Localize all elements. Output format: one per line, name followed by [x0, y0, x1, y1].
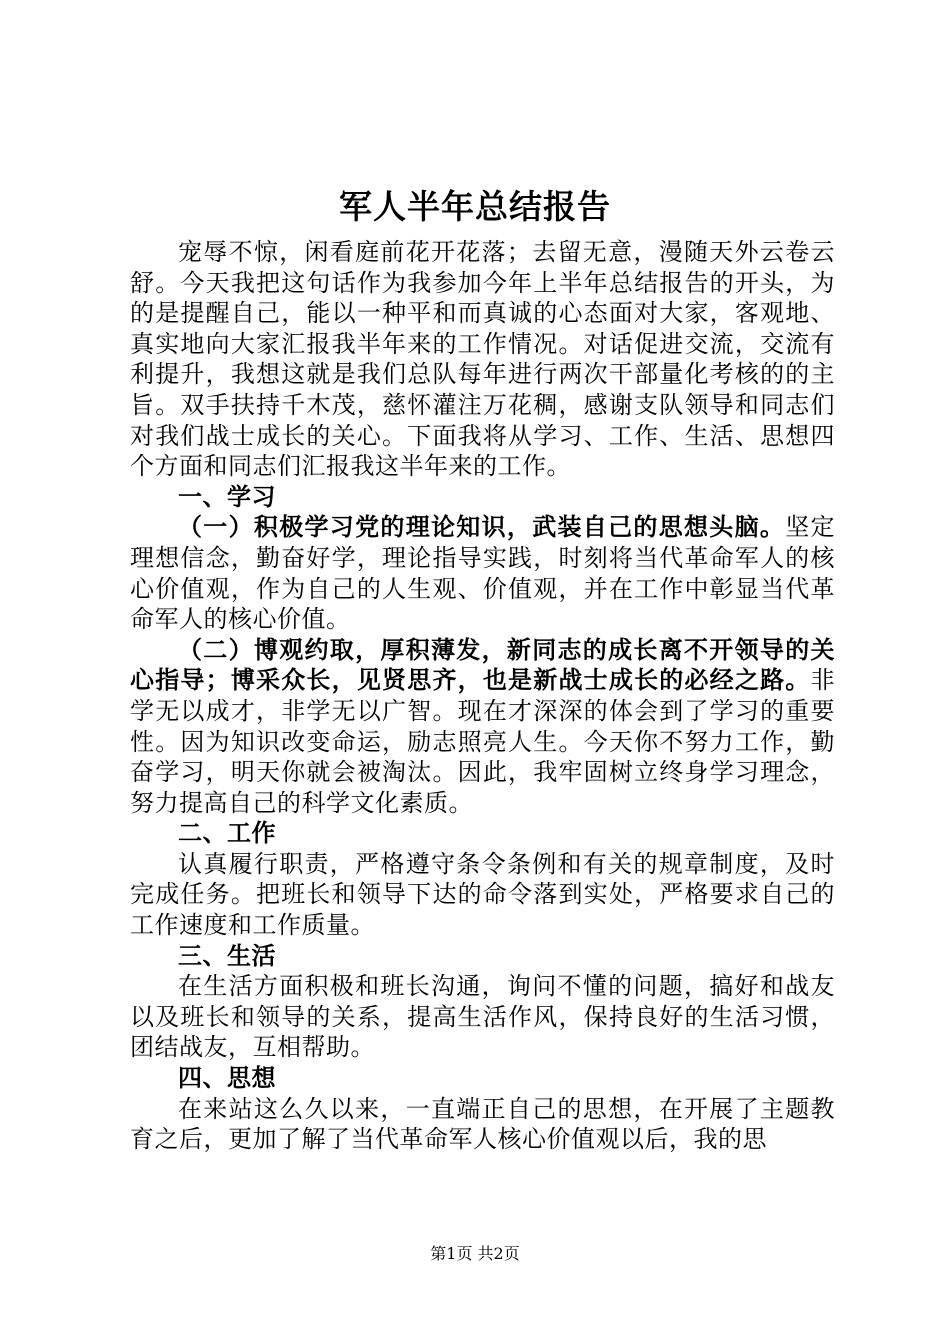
- thought-paragraph: 在来站这么久以来，一直端正自己的思想，在开展了主题教育之后，更加了解了当代革命军人核心价值观以后，我的思: [130, 1094, 835, 1154]
- work-paragraph: 认真履行职责，严格遵守条令条例和有关的规章制度，及时完成任务。把班长和领导下达的命令落到实处，严格要求自己的工作速度和工作质量。: [130, 849, 835, 940]
- intro-paragraph: 宠辱不惊，闲看庭前花开花落；去留无意，漫随天外云卷云舒。今天我把这句话作为我参加今年上半年总结报告的开头，为的是提醒自己，能以一种平和而真诚的心态面对大家，客观地、真实地向大家汇报我半年来的工作情况。对话促进交流，交流有利提升，我想这就是我们总队每年进行两次干部量化考核的的主旨。双手扶持千木茂，慈怀灌注万花稠，感谢支队领导和同志们对我们战士成长的关心。下面我将从学习、工作、生活、思想四个方面和同志们汇报我这半年来的工作。: [130, 238, 835, 481]
- study-paragraph-2-body: 非学无以成才，非学无以广智。现在才深深的体会到了学习的重要性。因为知识改变命运，励志照亮人生。今天你不努力工作，勤奋学习，明天你就会被淘汰。因此，我牢固树立终身学习理念，努力提高自己的科学文化素质。: [130, 666, 835, 817]
- page-number-footer: 第1页 共2页: [430, 1244, 520, 1263]
- study-paragraph-2: [130, 635, 835, 819]
- section-heading-work: 二、工作: [178, 819, 276, 848]
- study-paragraph-2-lead: （二）博观约取，厚积薄发，新同志的成长离不开领导的关心指导；博采众长，见贤思齐，也是新战士成长的必经之路。: [130, 635, 835, 695]
- document-title: 军人半年总结报告: [339, 187, 611, 226]
- section-heading-thought: 四、思想: [178, 1064, 276, 1093]
- study-paragraph-1-lead: （一）积极学习党的理论知识，武装自己的思想头脑。: [178, 513, 786, 542]
- study-paragraph-1-body: 坚定理想信念，勤奋好学，理论指导实践，时刻将当代革命军人的核心价值观，作为自己的人生观、价值观，并在工作中彰显当代革命军人的核心价值。: [130, 513, 836, 634]
- study-paragraph-1: [130, 512, 835, 634]
- section-heading-study: 一、学习: [178, 482, 276, 511]
- life-paragraph: 在生活方面积极和班长沟通，询问不懂的问题，搞好和战友以及班长和领导的关系，提高生活作风，保持良好的生活习惯，团结战友，互相帮助。: [130, 972, 835, 1062]
- document-body: [130, 237, 835, 1155]
- section-heading-life: 三、生活: [178, 941, 276, 970]
